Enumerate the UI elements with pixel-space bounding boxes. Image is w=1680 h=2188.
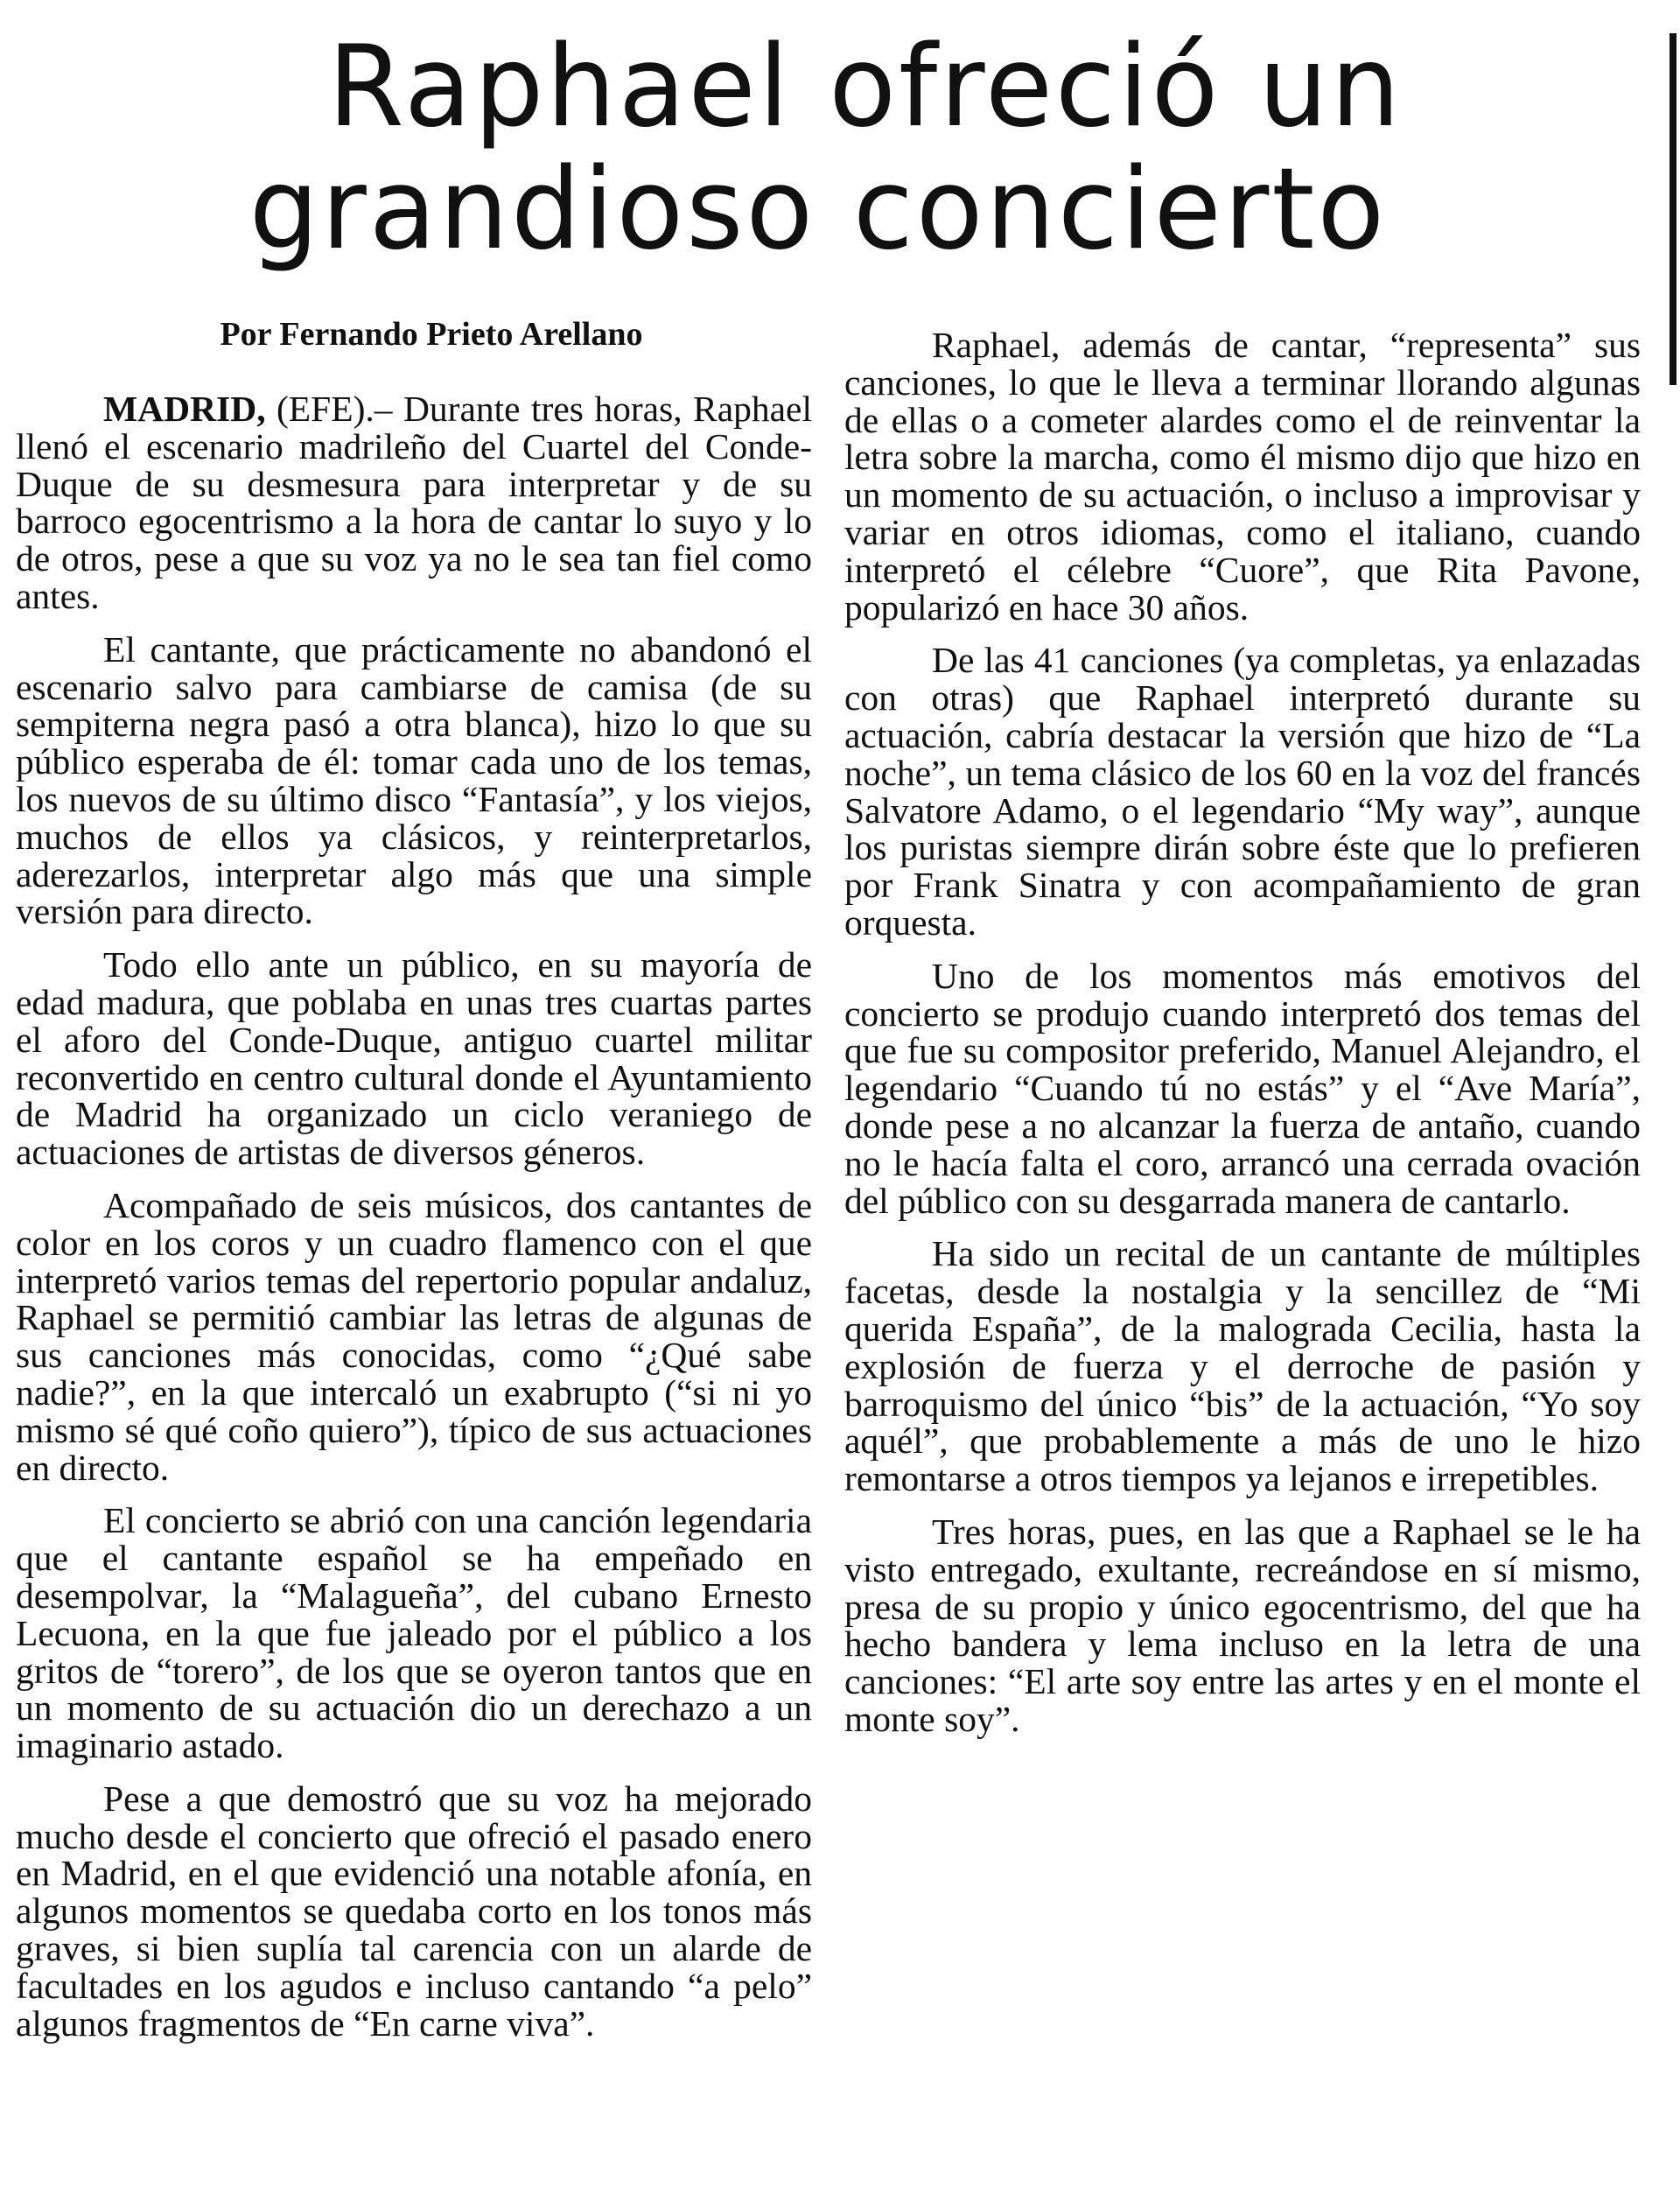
paragraph: Ha sido un recital de un cantante de múltiples facetas, desde la nostalgia y la sencillez de “Mi querida España”, de la malograda Cecilia, hasta la explosión de fuerza y el derroche de pasión y barroquismo del único “bis” de la actuación, “Yo soy aquél”, que probablemente a más de uno le hizo remontarse a otros tiempos ya lejanos e irrepetibles. xyxy=(844,1233,1641,1499)
paragraph: Raphael, además de cantar, “representa” sus canciones, lo que le lleva a terminar llorando algunas de ellas o a cometer alardes como el de reinventar la letra sobre la marcha, como él mismo dijo que hizo en un momento de su actuación, o incluso a improvisar y variar en otros idiomas, como el italiano, cuando interpretó el célebre “Cuore”, que Rita Pavone, popularizó en hace 30 años. xyxy=(844,325,1641,628)
article-column-right xyxy=(844,311,1641,1754)
headline xyxy=(17,22,1612,275)
headline-line-1: Raphael ofreció un xyxy=(327,22,1404,152)
column-rule xyxy=(1670,33,1676,385)
paragraph: El cantante, que prácticamente no abandonó el escenario salvo para cambiarse de camisa (de su sempiterna negra pasó a otra blanca), hizo lo que su público esperaba de él: tomar cada uno de los temas, los nuevos de su último disco “Fantasía”, y los viejos, muchos de ellos ya clásicos, y reinterpretarlos, aderezarlos, interpretar algo más que una simple versión para directo. xyxy=(16,628,812,932)
headline-line-2: grandioso concierto xyxy=(248,144,1388,275)
lead-paragraph xyxy=(16,390,812,615)
paragraph: Uno de los momentos más emotivos del concierto se produjo cuando interpretó dos temas del que fue su compositor preferido, Manuel Alejandro, el legendario “Cuando tú no estás” y el “Ave María”, donde pese a no alcanzar la fuerza de antaño, cuando no le hacía falta el coro, arrancó una cerrada ovación del público con su desgarrada manera de cantarlo. xyxy=(844,955,1641,1221)
paragraph: Acompañado de seis músicos, dos cantantes de color en los coros y un cuadro flamenco con el que interpretó varios temas del repertorio popular andaluz, Raphael se permitió cambiar las letras de algunas de sus canciones más conocidas, como “¿Qué sabe nadie?”, en la que intercaló un exabrupto (“si ni yo mismo sé qué coño quiero”), típico de sus actuaciones en directo. xyxy=(16,1184,812,1488)
dateline: MADRID, xyxy=(103,389,266,429)
byline: Por Fernando Prieto Arellano xyxy=(220,316,643,353)
paragraph: Pese a que demostró que su voz ha mejorado mucho desde el concierto que ofreció el pasado enero en Madrid, en el que evidenció una notable afonía, en algunos momentos se quedaba corto en los tonos más graves, si bien suplía tal carencia con un alarde de facultades en los agudos e incluso cantando “a pelo” algunos fragmentos de “En carne viva”. xyxy=(16,1778,812,2044)
paragraph: Tres horas, pues, en las que a Raphael se le ha visto entregado, exultante, recreándose en sí mismo, presa de su propio y único egocentrismo, del que ha hecho bandera y lema incluso en la letra de una canciones: “El arte soy entre las artes y en el monte el monte soy”. xyxy=(844,1511,1641,1739)
article-column-left xyxy=(16,315,812,2058)
paragraph: De las 41 canciones (ya completas, ya enlazadas con otras) que Raphael interpretó durante su actuación, cabría destacar la versión que hizo de “La noche”, un tema clásico de los 60 en la voz del francés Salvatore Adamo, o el legendario “My way”, aunque los puristas siempre dirán sobre éste que lo prefieren por Frank Sinatra y con acompañamiento de gran orquesta. xyxy=(844,640,1641,943)
paragraph: Todo ello ante un público, en su mayoría de edad madura, que poblaba en unas tres cuartas partes el aforo del Conde-Duque, antiguo cuartel militar reconvertido en centro cultural donde el Ayuntamiento de Madrid ha organizado un ciclo veraniego de actuaciones de artistas de diversos géneros. xyxy=(16,944,812,1173)
paragraph: El concierto se abrió con una canción legendaria que el cantante español se ha empeñado en desempolvar, la “Malagueña”, del cubano Ernesto Lecuona, en la que fue jaleado por el público a los gritos de “torero”, de los que se oyeron tantos que en un momento de su actuación dio un derechazo a un imaginario astado. xyxy=(16,1500,812,1766)
lead-text: (EFE).– Durante tres horas, Raphael llenó el escenario madrileño del Cuartel del Conde-Duque de su desmesura para interpretar y de su barroco egocentrismo a la hora de cantar lo suyo y lo de otros, pese a que su voz ya no le sea tan fiel como antes. xyxy=(16,389,812,616)
